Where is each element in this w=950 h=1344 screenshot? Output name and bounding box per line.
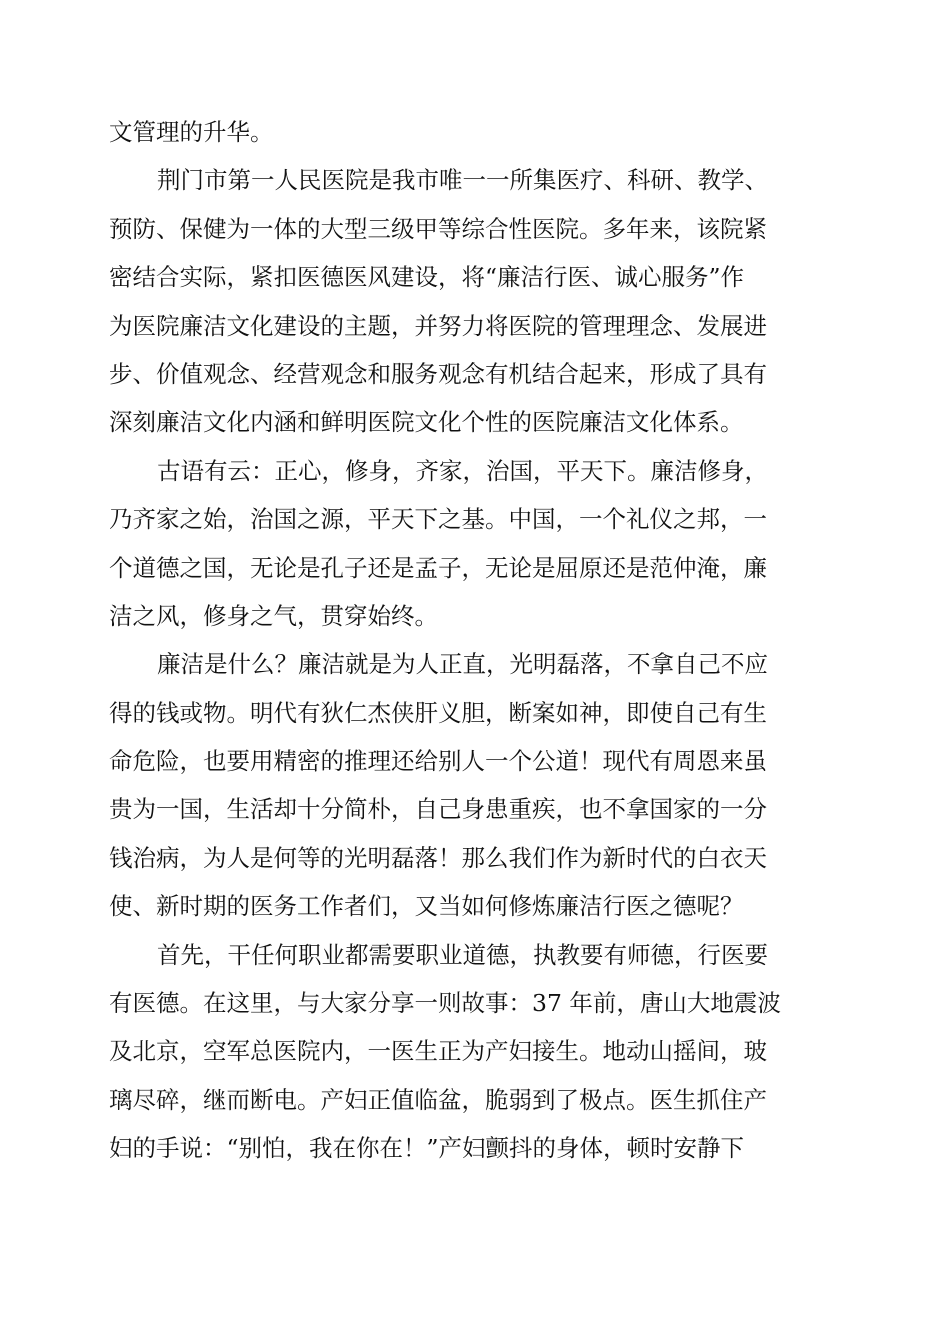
text-line: 荆门市第一人民医院是我市唯一一所集医疗、科研、教学、	[157, 166, 768, 195]
text-line: 文管理的升华。	[109, 118, 274, 146]
document-body	[109, 108, 839, 1173]
text-line: 钱治病，为人是何等的光明磊落！那么我们作为新时代的白衣天	[109, 843, 767, 872]
text-line: 密结合实际，紧扣医德医风建设，将“廉洁行医、诚心服务”作	[109, 263, 745, 292]
text-line: 贵为一国，生活却十分简朴，自己身患重疾，也不拿国家的一分	[109, 795, 767, 824]
text-line: 及北京，空军总医院内，一医生正为产妇接生。地动山摇间，玻	[109, 1037, 767, 1066]
text-line: 乃齐家之始，治国之源，平天下之基。中国，一个礼仪之邦，一	[109, 505, 767, 534]
text-line: 步、价值观念、经营观念和服务观念有机结合起来，形成了具有	[109, 359, 767, 388]
text-line: 洁之风，修身之气，贯穿始终。	[109, 601, 438, 630]
text-line: 得的钱或物。明代有狄仁杰侠肝义胆，断案如神，即使自己有生	[109, 698, 767, 727]
text-line: 预防、保健为一体的大型三级甲等综合性医院。多年来，该院紧	[109, 214, 767, 243]
text-line: 古语有云：正心，修身，齐家，治国，平天下。廉洁修身，	[157, 456, 768, 485]
text-line: 璃尽碎，继而断电。产妇正值临盆，脆弱到了极点。医生抓住产	[109, 1085, 767, 1114]
text-line: 有医德。在这里，与大家分享一则故事：37 年前，唐山大地震波	[109, 989, 781, 1018]
text-line: 个道德之国，无论是孔子还是孟子，无论是屈原还是范仲淹，廉	[109, 553, 767, 582]
text-line: 使、新时期的医务工作者们，又当如何修炼廉洁行医之德呢？	[109, 892, 744, 921]
text-line: 为医院廉洁文化建设的主题，并努力将医院的管理理念、发展进	[109, 311, 767, 340]
text-line: 廉洁是什么？廉洁就是为人正直，光明磊落，不拿自己不应	[157, 650, 768, 679]
text-line: 命危险，也要用精密的推理还给别人一个公道！现代有周恩来虽	[109, 747, 767, 776]
text-line: 首先，干任何职业都需要职业道德，执教要有师德，行医要	[157, 940, 768, 969]
text-line: 妇的手说：“别怕，我在你在！”产妇颤抖的身体，顿时安静下	[109, 1134, 745, 1163]
text-line: 深刻廉洁文化内涵和鲜明医院文化个性的医院廉洁文化体系。	[109, 408, 744, 437]
